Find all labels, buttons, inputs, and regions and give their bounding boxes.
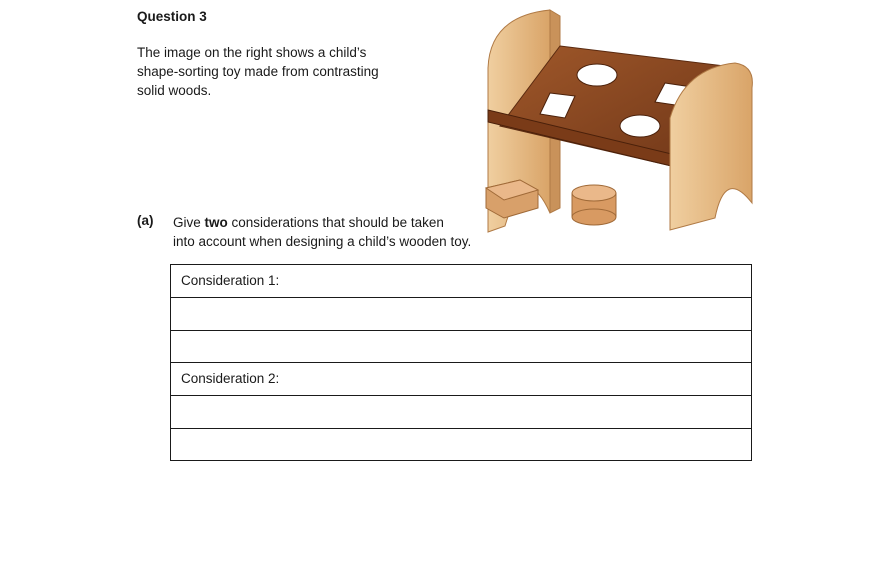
answer-row[interactable]	[171, 298, 751, 331]
part-a-line-1: Give two considerations that should be taken	[173, 215, 444, 230]
intro-line-2: shape-sorting toy made from contrasting	[137, 64, 379, 79]
answer-row[interactable]	[171, 429, 751, 462]
answer-row[interactable]: Consideration 1:	[171, 265, 751, 298]
question-title: Question 3	[137, 9, 207, 24]
answer-row[interactable]: Consideration 2:	[171, 363, 751, 396]
part-a-text	[173, 213, 533, 251]
bold-word: two	[204, 215, 228, 230]
part-a-line-2: into account when designing a child’s wooden toy.	[173, 234, 472, 249]
question-intro	[137, 43, 437, 100]
shape-sorting-toy-image	[480, 8, 760, 233]
answer-table	[170, 264, 752, 461]
intro-line-1: The image on the right shows a child’s	[137, 45, 367, 60]
answer-row[interactable]	[171, 396, 751, 429]
intro-line-3: solid woods.	[137, 83, 212, 98]
round-hole	[620, 115, 660, 137]
answer-row[interactable]	[171, 331, 751, 364]
round-hole	[577, 64, 617, 86]
part-a-label: (a)	[137, 213, 154, 228]
